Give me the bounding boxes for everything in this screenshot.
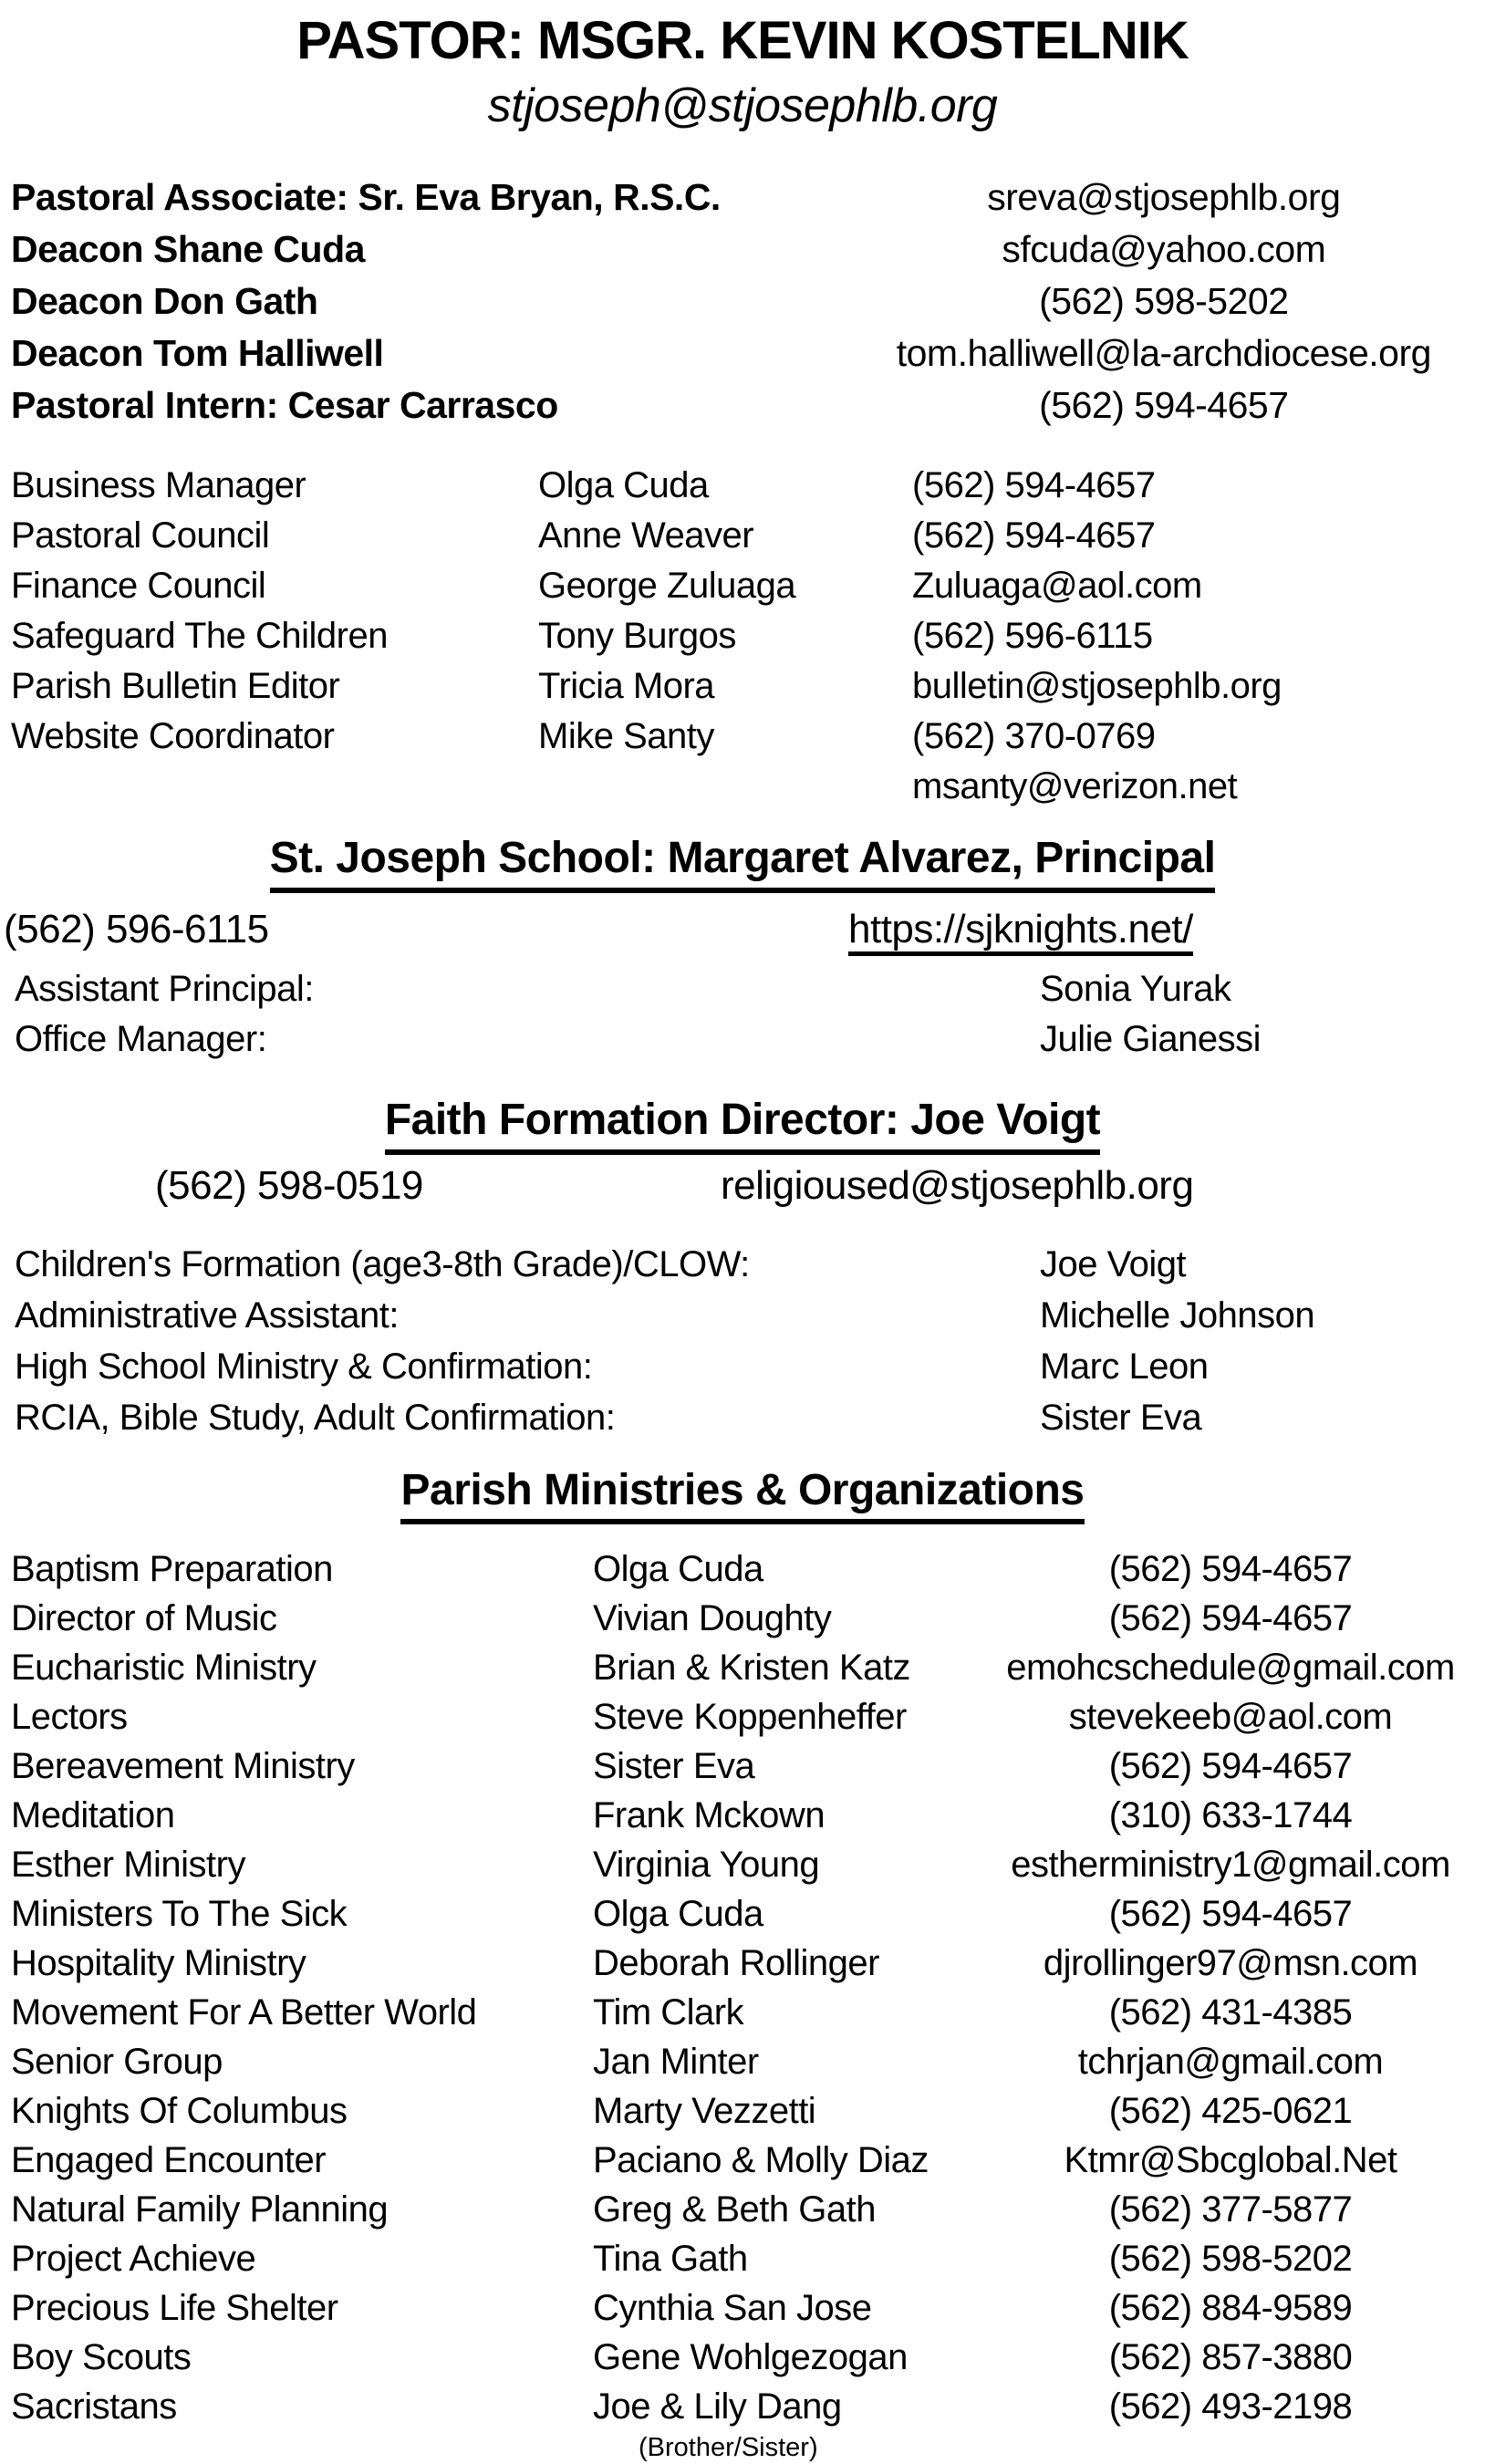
admin-name: George Zuluaga	[538, 566, 796, 606]
faith-name: Sister Eva	[1040, 1398, 1202, 1438]
school-rows	[0, 964, 1485, 1065]
ministry-name: Greg & Beth Gath	[593, 2189, 876, 2230]
faith-row	[0, 1392, 1485, 1443]
admin-role: Safeguard The Children	[11, 616, 388, 656]
ministry-contact: (562) 594-4657	[1108, 1894, 1353, 1934]
admin-role: Finance Council	[11, 566, 266, 606]
ministry-contact: (562) 425-0621	[1108, 2091, 1353, 2131]
ministry-role: Hospitality Ministry	[11, 1943, 306, 1983]
admin-contact: msanty@verizon.net	[912, 766, 1238, 806]
school-row	[0, 1014, 1485, 1065]
admin-row	[0, 461, 1485, 511]
ministry-row	[0, 1692, 1485, 1741]
ministry-name: Virginia Young	[593, 1845, 820, 1885]
faith-row	[0, 1239, 1485, 1290]
ministry-row	[0, 1889, 1485, 1939]
ministry-contact: (562) 594-4657	[1108, 1746, 1353, 1786]
ministry-role: Boy Scouts	[11, 2337, 192, 2377]
staff-row	[0, 379, 1485, 431]
admin-name	[538, 762, 912, 812]
staff-contact: (562) 594-4657	[1039, 384, 1289, 426]
ministry-name: Cynthia San Jose	[593, 2288, 872, 2328]
ministry-role: Sacristans	[11, 2386, 177, 2427]
staff-role: Deacon Shane Cuda	[11, 228, 365, 270]
school-subheader	[0, 906, 1485, 953]
school-name: Julie Gianessi	[1040, 1019, 1262, 1059]
ministry-role: Knights Of Columbus	[11, 2091, 348, 2131]
school-website-text: https://sjknights.net/	[848, 907, 1193, 956]
ministry-name: Joe & Lily Dang	[593, 2386, 842, 2427]
ministry-row	[0, 2283, 1485, 2333]
admin-role	[0, 762, 538, 812]
ministry-role: Baptism Preparation	[11, 1549, 333, 1589]
staff-contact: (562) 598-5202	[1039, 280, 1289, 322]
ministry-row	[0, 1988, 1485, 2037]
ministry-role: Ministers To The Sick	[11, 1894, 348, 1934]
ministry-name: Frank Mckown	[593, 1795, 826, 1835]
ministry-contact: (562) 594-4657	[1108, 1598, 1353, 1638]
ministry-contact: estherministry1@gmail.com	[1011, 1845, 1450, 1885]
admin-row	[0, 511, 1485, 561]
ministry-role: Engaged Encounter	[11, 2140, 327, 2180]
admin-name: Olga Cuda	[538, 465, 709, 505]
faith-rows	[0, 1239, 1485, 1443]
staff-row	[0, 224, 1485, 276]
admin-row	[0, 762, 1485, 812]
ministry-role: Eucharistic Ministry	[11, 1648, 317, 1688]
faith-name: Joe Voigt	[1040, 1244, 1187, 1284]
school-role: Assistant Principal:	[15, 969, 314, 1009]
ministry-row	[0, 2185, 1485, 2234]
admin-row	[0, 561, 1485, 611]
faith-role: Administrative Assistant:	[15, 1295, 399, 1336]
faith-subheader	[0, 1162, 1485, 1210]
faith-email: religioused@stjosephlb.org	[721, 1163, 1194, 1208]
ministry-role: Lectors	[11, 1697, 128, 1737]
faith-role: High School Ministry & Confirmation:	[15, 1346, 593, 1387]
school-role: Office Manager:	[15, 1019, 267, 1059]
ministry-role: Esther Ministry	[11, 1845, 245, 1885]
pastor-title: PASTOR: MSGR. KEVIN KOSTELNIK	[296, 11, 1189, 70]
school-phone: (562) 596-6115	[4, 907, 269, 951]
faith-name: Michelle Johnson	[1040, 1295, 1315, 1336]
admin-contact: (562) 370-0769	[912, 716, 1156, 756]
faith-role: Children's Formation (age3-8th Grade)/CLOW:	[15, 1244, 750, 1284]
admin-name: Anne Weaver	[538, 515, 754, 556]
ministries-section-heading	[0, 1463, 1485, 1524]
ministry-row	[0, 2086, 1485, 2136]
staff-contact: sreva@stjosephlb.org	[987, 176, 1341, 218]
ministry-contact: (562) 598-5202	[1108, 2239, 1353, 2279]
ministry-name: Deborah Rollinger	[593, 1943, 879, 1983]
faith-heading-text: Faith Formation Director: Joe Voigt	[385, 1092, 1100, 1155]
ministry-name: Gene Wohlgezogan	[593, 2337, 908, 2377]
staff-row	[0, 327, 1485, 379]
admin-name: Tricia Mora	[538, 666, 715, 706]
ministry-role: Bereavement Ministry	[11, 1746, 355, 1786]
ministry-name: Tina Gath	[593, 2239, 748, 2279]
ministry-row	[0, 1594, 1485, 1643]
bulletin-page	[0, 11, 1485, 2462]
ministry-contact: (562) 884-9589	[1108, 2288, 1353, 2328]
ministry-name: Steve Koppenheffer	[593, 1697, 907, 1737]
ministry-role: Senior Group	[11, 2042, 223, 2082]
ministry-row	[0, 1939, 1485, 1988]
ministry-contact: (562) 431-4385	[1108, 1992, 1353, 2033]
staff-contact: sfcuda@yahoo.com	[1002, 228, 1326, 270]
faith-section-heading	[0, 1092, 1485, 1155]
ministry-name: Brian & Kristen Katz	[593, 1648, 910, 1688]
ministry-contact: (562) 377-5877	[1108, 2189, 1353, 2230]
ministry-name: Paciano & Molly Diaz	[593, 2140, 929, 2180]
admin-role: Pastoral Council	[11, 515, 270, 556]
ministry-role: Precious Life Shelter	[11, 2288, 338, 2328]
ministry-role: Director of Music	[11, 1598, 277, 1638]
admin-row	[0, 712, 1485, 762]
ministry-name: Sister Eva	[593, 1746, 755, 1786]
faith-role: RCIA, Bible Study, Adult Confirmation:	[15, 1398, 616, 1438]
admin-contact: (562) 594-4657	[912, 465, 1156, 505]
staff-role: Pastoral Intern: Cesar Carrasco	[11, 384, 558, 426]
ministry-row	[0, 2333, 1485, 2382]
ministry-role: Natural Family Planning	[11, 2189, 389, 2230]
pastoral-staff-block	[0, 172, 1485, 431]
school-name: Sonia Yurak	[1040, 969, 1231, 1009]
faith-row	[0, 1341, 1485, 1392]
parish-email: stjoseph@stjosephlb.org	[487, 79, 998, 132]
staff-role: Deacon Tom Halliwell	[11, 332, 384, 374]
ministry-name: Olga Cuda	[593, 1549, 763, 1589]
ministry-footnote-row	[0, 2431, 1485, 2464]
ministry-contact: (562) 493-2198	[1108, 2386, 1353, 2427]
ministry-name: Marty Vezzetti	[593, 2091, 816, 2131]
faith-name: Marc Leon	[1040, 1346, 1209, 1387]
ministry-name: Vivian Doughty	[593, 1598, 832, 1638]
ministry-row	[0, 1741, 1485, 1791]
ministry-contact: (310) 633-1744	[1108, 1795, 1353, 1835]
admin-contact: Zuluaga@aol.com	[912, 566, 1202, 606]
ministry-contact: Ktmr@Sbcglobal.Net	[1064, 2140, 1397, 2180]
admin-contact: (562) 594-4657	[912, 515, 1156, 556]
ministry-row	[0, 1643, 1485, 1692]
staff-role: Deacon Don Gath	[11, 280, 318, 322]
ministry-contact: tchrjan@gmail.com	[1077, 2042, 1384, 2082]
ministry-role: Project Achieve	[11, 2239, 256, 2279]
ministries-heading-text: Parish Ministries & Organizations	[400, 1463, 1084, 1524]
ministry-contact: (562) 857-3880	[1108, 2337, 1353, 2377]
admin-role: Website Coordinator	[11, 716, 335, 756]
ministry-row	[0, 1544, 1485, 1594]
admin-role: Parish Bulletin Editor	[11, 666, 340, 706]
admin-role: Business Manager	[11, 465, 306, 505]
ministry-role: Movement For A Better World	[11, 1992, 477, 2033]
ministry-row	[0, 2136, 1485, 2185]
ministry-name: Tim Clark	[593, 1992, 744, 2033]
ministry-contact: djrollinger97@msn.com	[1043, 1943, 1418, 1983]
staff-role: Pastoral Associate: Sr. Eva Bryan, R.S.C.	[11, 176, 721, 218]
admin-name: Tony Burgos	[538, 616, 736, 656]
ministry-row	[0, 2382, 1485, 2431]
ministry-row	[0, 2234, 1485, 2283]
faith-phone: (562) 598-0519	[155, 1163, 423, 1208]
admin-row	[0, 661, 1485, 712]
ministry-contact: emohcschedule@gmail.com	[1006, 1648, 1455, 1688]
school-website-link	[848, 906, 1193, 953]
staff-contact: tom.halliwell@la-archdiocese.org	[896, 332, 1431, 374]
admin-row	[0, 611, 1485, 661]
ministries-rows	[0, 1544, 1485, 2464]
ministry-row	[0, 1840, 1485, 1889]
staff-row	[0, 172, 1485, 224]
administration-block	[0, 461, 1485, 812]
ministry-name: Olga Cuda	[593, 1894, 763, 1934]
ministry-row	[0, 2037, 1485, 2086]
ministry-name: Jan Minter	[593, 2042, 759, 2082]
admin-contact: bulletin@stjosephlb.org	[912, 666, 1282, 706]
ministry-footnote: (Brother/Sister)	[639, 2433, 818, 2462]
staff-row	[0, 276, 1485, 327]
faith-row	[0, 1290, 1485, 1341]
ministry-row	[0, 1791, 1485, 1840]
ministry-contact: stevekeeb@aol.com	[1068, 1697, 1393, 1737]
school-heading-text: St. Joseph School: Margaret Alvarez, Principal	[270, 830, 1216, 893]
admin-name: Mike Santy	[538, 716, 714, 756]
school-row	[0, 964, 1485, 1014]
admin-contact: (562) 596-6115	[912, 616, 1153, 656]
ministry-contact: (562) 594-4657	[1108, 1549, 1353, 1589]
ministry-role: Meditation	[11, 1795, 175, 1835]
school-section-heading	[0, 830, 1485, 893]
